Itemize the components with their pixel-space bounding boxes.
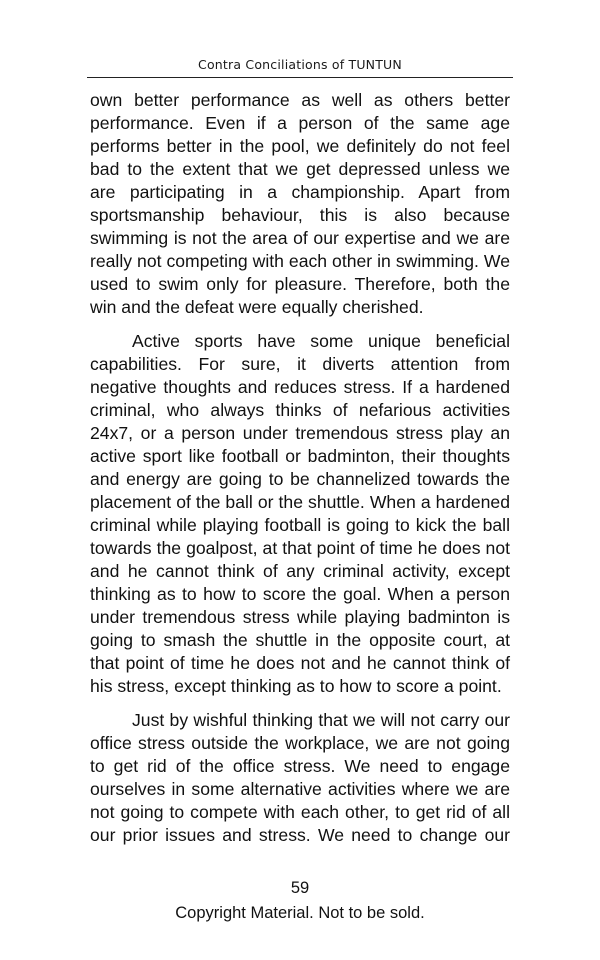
body-text bbox=[90, 89, 510, 858]
copyright-notice: Copyright Material. Not to be sold. bbox=[175, 904, 425, 922]
header-rule bbox=[87, 77, 513, 78]
page-number: 59 bbox=[290, 879, 310, 897]
paragraph-1: own better performance as well as others better performance. Even if a person of the same age performs better in the pool, we definitely do not feel bad to the extent that we get depressed unless we are participating in a championship. Apart from sportsmanship behaviour, this is also because swimming is not the area of our expertise and we are really not competing with each other in swimming. We used to swim only for pleasure. Therefore, both the win and the defeat were equally cherished. bbox=[90, 90, 510, 317]
paragraph-2: Active sports have some unique beneficial capabilities. For sure, it diverts attention from negative thoughts and reduces stress. If a hardened criminal, who always thinks of nefarious activities 24x7, or a person under tremendous stress play an active sport like football or badminton, their thoughts and energy are going to be channelized towards the placement of the ball or the shuttle. When a hardened criminal while playing football is going to kick the ball towards the goalpost, at that point of time he does not and he cannot think of any criminal activity, except thinking as to how to score the goal. When a person under tremendous stress while playing badminton is going to smash the shuttle in the opposite court, at that point of time he does not and he cannot think of his stress, except thinking as to how to score a point. bbox=[90, 331, 510, 696]
running-head-title: Contra Conciliations of TUNTUN bbox=[198, 57, 402, 72]
paragraph-3: Just by wishful thinking that we will not carry our office stress outside the workplace, we are not going to get rid of the office stress. We need to engage ourselves in some alternative activities where we are not going to compete with each other, to get rid of all our prior issues and stress. We need to change our bbox=[90, 710, 510, 845]
